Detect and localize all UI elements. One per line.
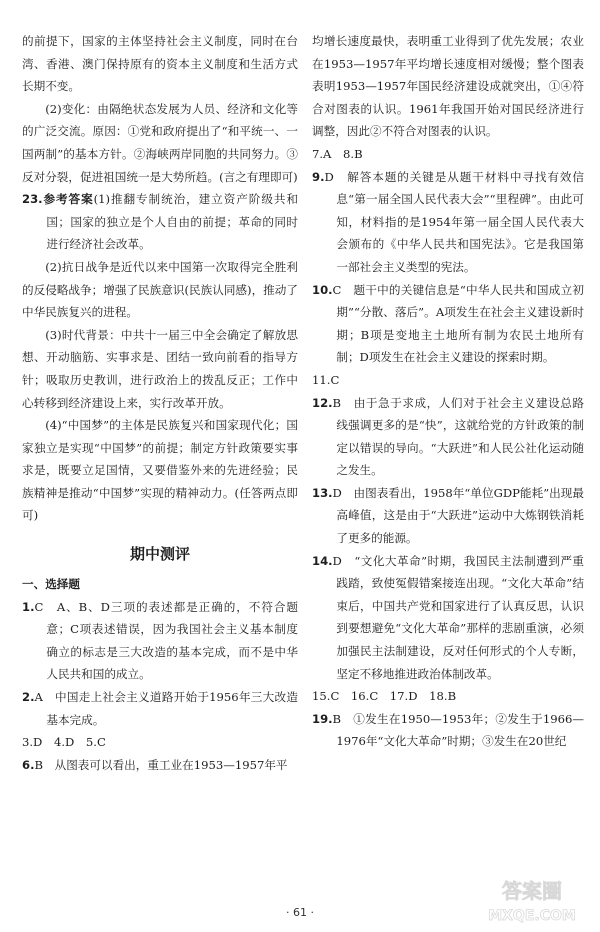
question-6-number: 6. <box>22 757 35 772</box>
question-19-number: 19. <box>312 711 333 726</box>
question-1-number: 1. <box>22 599 35 614</box>
answer-label: 参考答案 <box>42 192 94 207</box>
question-11: 11.C <box>312 372 340 387</box>
question-23-answer-1: (1)推翻专制统治，建立资产阶级共和国；国家的独立是个人自由的前提；革命的同时进行经济社会改革。 <box>46 192 298 252</box>
question-13-number: 13. <box>312 485 333 500</box>
question-6-answer: B 从图表可以看出，重工业在1953—1957年平 <box>34 757 288 772</box>
questions-3-5: 3.D 4.D 5.C <box>22 735 106 750</box>
section-heading: 一、选择题 <box>22 577 80 592</box>
question-6-continued: 均增长速度最快，表明重工业得到了优先发展；农业在1953—1957年平均增长速度相对缓慢；整个图表表明1953—1957年国民经济建设成就突出，①④符合对图表的认识。1961年我国开始对国民经济进行调整，因此②不符合对图表的认识。 <box>312 34 584 139</box>
question-6 <box>22 754 298 777</box>
question-23-answer-2: (2)抗日战争是近代以来中国第一次取得完全胜利的反侵略战争；增强了民族意识(民族认同感)，推动了中华民族复兴的进程。 <box>22 259 298 320</box>
page-number: · 61 · <box>286 906 314 919</box>
questions-15-18: 15.C 16.C 17.D 18.B <box>312 689 457 704</box>
question-14-answer: D “文化大革命”时期，我国民主法制遭到严重践踏，致使冤假错案接连出现。“文化大革命”结束后，中国共产党和国家进行了认真反思，认识到要想避免“文化大革命”那样的悲剧重演，必须加强民主法制建设，反对任何形式的个人专断，坚定不移地推进政治体制改革。 <box>332 553 584 681</box>
question-10-answer: C 题干中的关键信息是“中华人民共和国成立初期”“分散、落后”。A项发生在社会主义建设新时期；B项是变地主土地所有制为农民土地所有制；D项发生在社会主义建设的探索时期。 <box>332 282 584 365</box>
right-column <box>312 30 584 753</box>
question-23-answer-4: (4)“中国梦”的主体是民族复兴和国家现代化；国家独立是实现“中国梦”的前提；制定方针政策要实事求是，既要立足国情，又要借鉴外来的先进经验；民族精神是推动“中国梦”实现的精神动力。(任答两点即可) <box>22 418 298 523</box>
question-9 <box>312 166 584 279</box>
question-12 <box>312 392 584 482</box>
question-19 <box>312 708 584 753</box>
left-column <box>22 30 298 776</box>
watermark-line-2: MXQE.COM <box>488 908 576 924</box>
question-9-answer: D 解答本题的关键是从题干材料中寻找有效信息“第一届全国人民代表大会”“里程碑”。由此可知，材料指的是1954年第一届全国人民代表大会颁布的《中华人民共和国宪法》。它是我国第一部社会主义类型的宪法。 <box>324 169 584 274</box>
questions-7-8: 7.A 8.B <box>312 146 363 161</box>
question-10-number: 10. <box>312 282 333 297</box>
question-2-answer: A 中国走上社会主义道路开始于1956年三大改造基本完成。 <box>34 690 298 727</box>
question-23-number: 23. <box>22 192 43 207</box>
question-12-number: 12. <box>312 395 333 410</box>
question-13 <box>312 482 584 550</box>
question-23 <box>22 188 298 256</box>
section-title: 期中测评 <box>129 545 190 564</box>
question-2 <box>22 686 298 731</box>
question-1 <box>22 596 298 686</box>
question-19-answer: B ①发生在1950—1953年；②发生于1966—1976年“文化大革命”时期；③发生在20世纪 <box>332 711 584 749</box>
left-paragraph-1: 的前提下，国家的主体坚持社会主义制度，同时在台湾、香港、澳门保持原有的资本主义制度和生活方式长期不变。 <box>22 34 298 94</box>
watermark-logo <box>476 874 588 926</box>
question-10 <box>312 279 584 369</box>
question-9-number: 9. <box>312 169 325 184</box>
watermark-line-1: 答案圈 <box>502 879 562 903</box>
question-13-answer: D 由图表看出，1958年“单位GDP能耗”出现最高峰值，这是由于“大跃进”运动中大炼钢铁消耗了更多的能源。 <box>332 485 584 546</box>
question-14 <box>312 550 584 686</box>
question-2-number: 2. <box>22 690 35 705</box>
left-paragraph-2: (2)变化：由隔绝状态发展为人员、经济和文化等的广泛交流。原因：①党和政府提出了“和平统一、一国两制”的基本方针。②海峡两岸同胞的共同努力。③反对分裂，促进祖国统一是大势所趋。(言之有理即可) <box>22 101 298 184</box>
question-1-answer: C A、B、D三项的表述都是正确的，不符合题意；C项表述错误，因为我国社会主义基本制度确立的标志是三大改造的基本完成，而不是中华人民共和国的成立。 <box>34 599 298 682</box>
question-14-number: 14. <box>312 553 333 568</box>
question-23-answer-3: (3)时代背景：中共十一届三中全会确定了解放思想、开动脑筋、实事求是、团结一致向前看的指导方针；吸取历史教训，进行政治上的拨乱反正；工作中心转移到经济建设上来，实行改革开放。 <box>22 327 298 410</box>
question-12-answer: B 由于急于求成，人们对于社会主义建设总路线强调更多的是“快”，这就给党的方针政策的制定以错误的导向。“大跃进”和人民公社化运动随之发生。 <box>332 395 584 478</box>
